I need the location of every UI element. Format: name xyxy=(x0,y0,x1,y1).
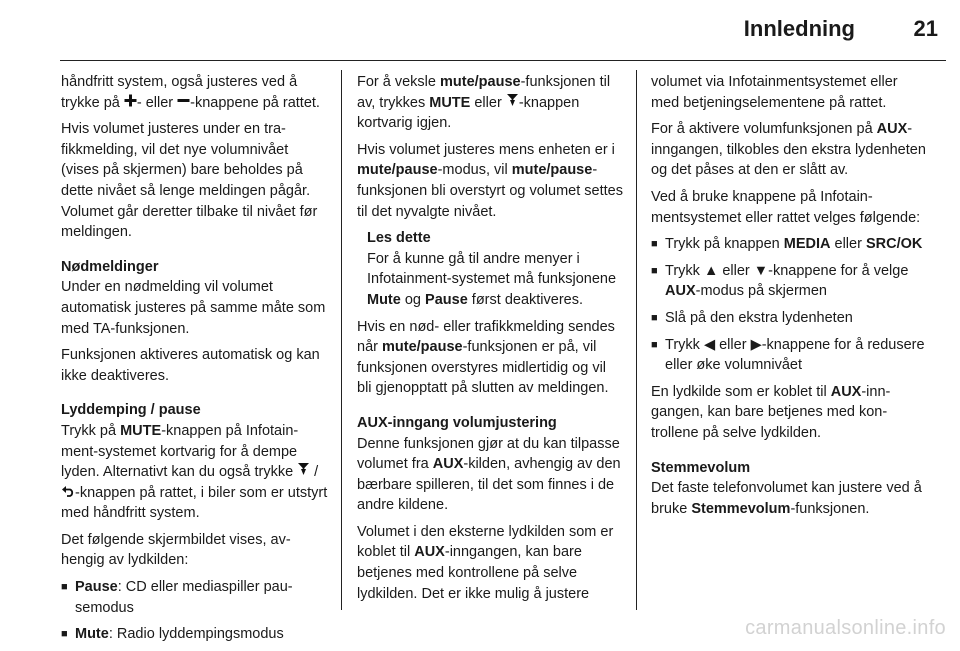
section-heading-mute: Lyddemping / pause xyxy=(61,402,201,419)
paragraph: For å aktivere volumfunksjonen på AUX-inngangen, tilkobles den ekstra lydenheten og det påses at den er slått av. xyxy=(651,121,926,179)
paragraph: Hvis volumet justeres under en trafikkmelding, vil det nye volumnivået (vises på skjermen) bare beholdes på dette nivået så lenge meldingen pågår. Volumet går deretter tilbake til nivået før meldingen. xyxy=(61,121,318,241)
paragraph: Hvis volumet justeres mens enheten er i mute/pause-modus, vil mute/pause-funksjonen bli overstyrt og volumet settes til det nyvalgte nivået. xyxy=(357,141,623,220)
column-divider-1 xyxy=(341,70,342,610)
list-item: ■ Trykk på knappen MEDIA eller SRC/OK xyxy=(651,234,927,255)
paragraph: Denne funksjonen gjør at du kan tilpasse volumet fra AUX-kilden, avhengig av den bærbare spilleren, til det som finnes i de andre kildene. xyxy=(357,435,621,514)
minus-icon xyxy=(177,93,190,114)
page-title: Innledning xyxy=(743,16,855,41)
note-title: Les dette xyxy=(367,230,431,247)
list-item: ■ Trykk ▲ eller ▼-knappene for å velge AUX-modus på skjermen xyxy=(651,262,909,300)
note-text: For å kunne gå til andre menyer i Infotainment-systemet må funksjonene Mute og Pause først deaktiveres. xyxy=(367,250,617,308)
paragraph: Under en nødmelding vil volumet automatisk justeres på samme måte som med TA-funksjonen. xyxy=(61,279,326,337)
paragraph: En lydkilde som er koblet til AUX-inngangen, kan bare betjenes med kontrollene på selve lydkilden. xyxy=(651,383,891,441)
list-item: ■ Slå på den ekstra lydenheten xyxy=(651,308,927,329)
bullet-marker: ■ xyxy=(651,238,658,251)
paragraph: Det faste telefonvolumet kan justere ved å bruke Stemmevolum-funksjonen. xyxy=(651,480,922,517)
mute-speaker-icon xyxy=(506,93,519,114)
paragraph: volumet via Infotainmentsystemet eller med betjeningselementene på rattet. xyxy=(651,74,898,111)
section-heading-voice: Stemmevolum xyxy=(651,459,751,476)
page-number: 21 xyxy=(913,16,938,41)
paragraph: Funksjonen aktiveres automatisk og kan ikke deaktiveres. xyxy=(61,347,320,384)
list-item: ■ Trykk ◀ eller ▶-knappene for å redusere eller øke volumnivået xyxy=(651,336,925,374)
watermark: carmanualsonline.info xyxy=(745,617,946,639)
note-box xyxy=(367,228,623,310)
bullet-marker: ■ xyxy=(651,311,658,324)
paragraph: Trykk på MUTE-knappen på Infotainment-systemet kortvarig for å dempe lyden. Alternativt kan du også trykke / -knappen på rattet, i biler som er utstyrt med håndfritt system. xyxy=(61,422,328,522)
column-3 xyxy=(651,72,927,525)
page-header xyxy=(0,0,960,62)
left-arrow-icon: ◀ xyxy=(703,336,716,353)
bullet-marker: ■ xyxy=(61,581,68,594)
plus-icon xyxy=(124,93,137,114)
down-arrow-icon: ▼ xyxy=(753,262,769,279)
section-heading-emergency: Nødmeldinger xyxy=(61,258,159,275)
bullet-marker: ■ xyxy=(61,628,68,641)
column-1 xyxy=(61,72,329,651)
paragraph: Hvis en nød- eller trafikkmelding sendes når mute/pause-funksjonen er på, vil funksjonen overstyres midlertidig og vil bli gjenopptatt på slutten av meldingen. xyxy=(357,318,615,397)
bullet-marker: ■ xyxy=(651,264,658,277)
paragraph: Volumet i den eksterne lydkilden som er koblet til AUX-inngangen, kan bare betjenes med kontrollene på selve lydkilden. Det er ikke mulig å justere xyxy=(357,523,614,602)
right-arrow-icon: ▶ xyxy=(750,336,762,353)
bullet-list xyxy=(651,234,927,376)
section-heading-aux: AUX-inngang volumjustering xyxy=(357,414,557,431)
column-divider-2 xyxy=(636,70,637,610)
up-arrow-icon: ▲ xyxy=(703,262,719,279)
header-divider xyxy=(60,60,946,61)
paragraph: For å veksle mute/pause-funksjonen til av, trykkes MUTE eller -knappen kortvarig igjen. xyxy=(357,74,611,132)
paragraph: håndfritt system, også justeres ved å trykke på - eller -knappene på rattet. xyxy=(61,72,329,113)
list-item: ■ Mute: Radio lyddempingsmodus xyxy=(61,624,329,645)
paragraph: Ved å bruke knappene på Infotainmentsystemet eller rattet velges følgende: xyxy=(651,188,921,226)
return-arrow-icon xyxy=(61,483,75,504)
list-item: ■ Pause: CD eller mediaspiller pausemodus xyxy=(61,579,293,616)
paragraph: Det følgende skjermbildet vises, avhengig av lydkilden: xyxy=(61,531,291,569)
mute-speaker-icon xyxy=(297,462,310,483)
column-2 xyxy=(357,72,623,610)
bullet-marker: ■ xyxy=(651,338,658,351)
bullet-list xyxy=(61,577,329,645)
